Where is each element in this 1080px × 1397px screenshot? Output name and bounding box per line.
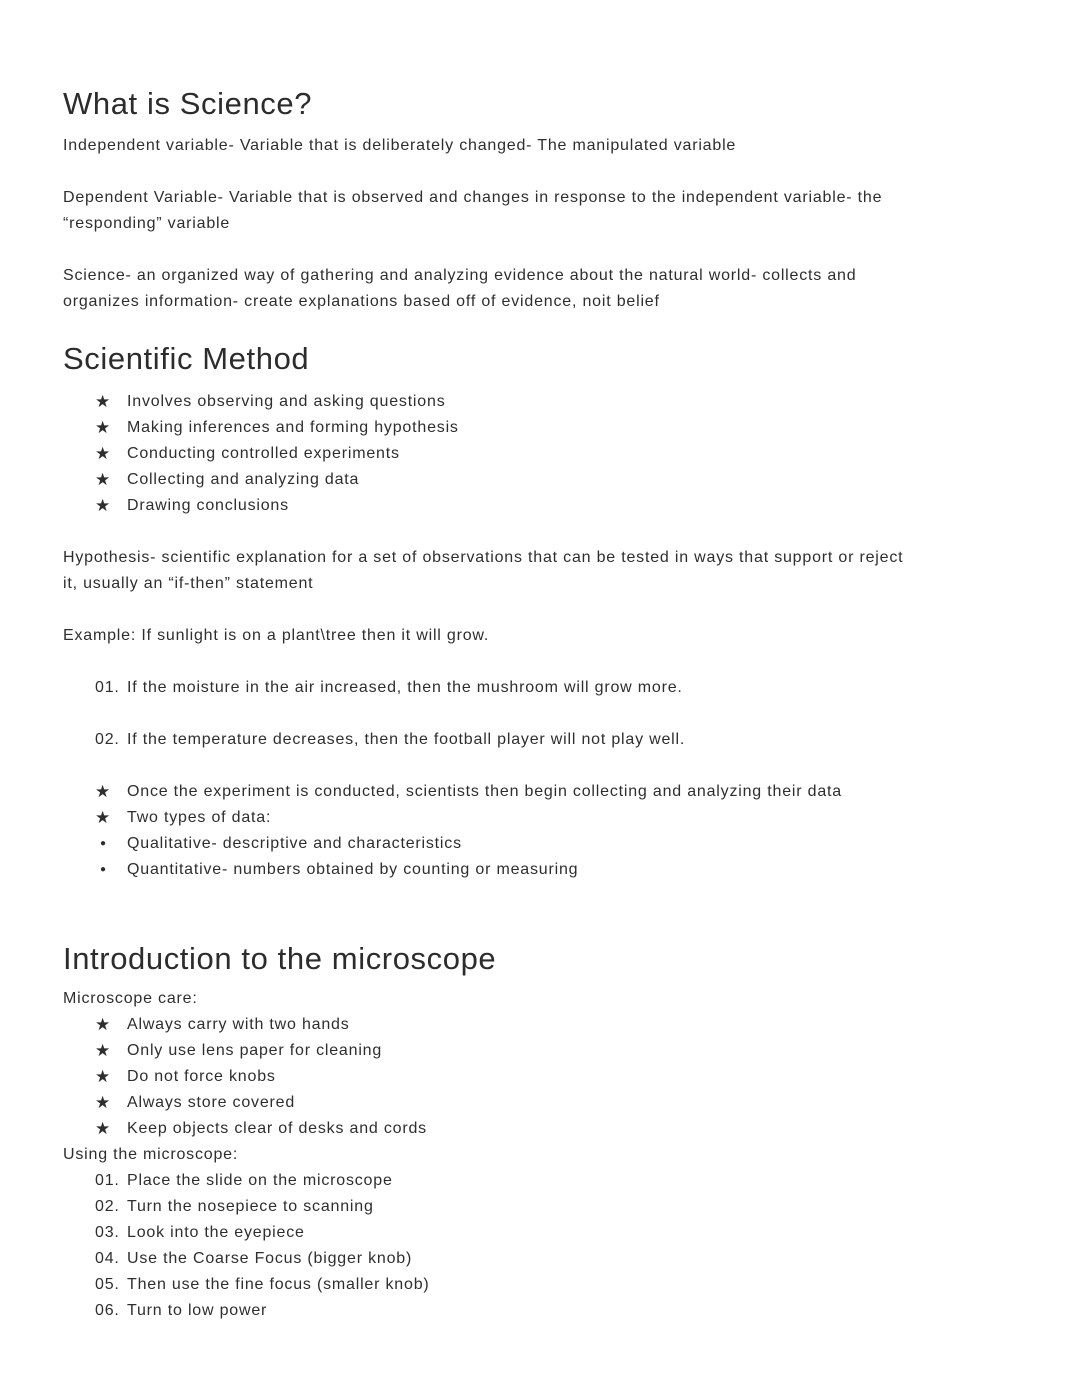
- list-number: 01.: [95, 1172, 120, 1189]
- star-bullet-icon: ★: [95, 808, 111, 827]
- numbered-list-item: [63, 675, 1017, 701]
- star-bullet-icon: ★: [95, 392, 111, 411]
- list-item-text: Conducting controlled experiments: [127, 445, 400, 462]
- star-bullet-icon: ★: [95, 1067, 111, 1086]
- scientific-method-star-list: [63, 389, 1017, 519]
- numbered-list-item: [63, 1194, 1017, 1220]
- list-item-text: Collecting and analyzing data: [127, 471, 360, 488]
- star-bullet-icon: ★: [95, 1119, 111, 1138]
- list-item-text: Drawing conclusions: [127, 497, 289, 514]
- list-item-text: If the temperature decreases, then the football player will not play well.: [127, 731, 686, 748]
- list-item-text: Once the experiment is conducted, scientists then begin collecting and analyzing their data: [127, 783, 842, 800]
- paragraph-line: Science- an organized way of gathering and analyzing evidence about the natural world- collects and: [63, 267, 857, 284]
- bullet-list-item: [63, 831, 1017, 857]
- star-list-item: [63, 1090, 1017, 1116]
- list-item-text: Then use the fine focus (smaller knob): [127, 1276, 430, 1293]
- paragraph-hypothesis: [63, 545, 1017, 597]
- paragraph-independent-variable: [63, 133, 1017, 159]
- list-item-text: Only use lens paper for cleaning: [127, 1042, 383, 1059]
- heading-scientific-method: Scientific Method: [63, 341, 310, 376]
- bullet-list-item: [63, 857, 1017, 883]
- dot-bullet-icon: ●: [100, 838, 107, 849]
- heading-what-is-science: What is Science?: [63, 86, 313, 121]
- paragraph-example: [63, 623, 1017, 649]
- star-list-item: [63, 415, 1017, 441]
- using-microscope-numbered-list: [63, 1168, 1017, 1324]
- paragraph-line: Microscope care:: [63, 990, 198, 1007]
- list-item-text: Do not force knobs: [127, 1068, 276, 1085]
- list-number: 02.: [95, 731, 120, 748]
- heading-introduction-microscope: Introduction to the microscope: [63, 941, 497, 976]
- paragraph-line: Using the microscope:: [63, 1146, 239, 1163]
- star-bullet-icon: ★: [95, 470, 111, 489]
- microscope-care-star-list: [63, 1012, 1017, 1142]
- star-list-item: [63, 493, 1017, 519]
- paragraph-line: organizes information- create explanations based off of evidence, noit belief: [63, 293, 660, 310]
- list-item-text: Always carry with two hands: [127, 1016, 350, 1033]
- paragraph-line: it, usually an “if-then” statement: [63, 575, 314, 592]
- data-analysis-star-list: [63, 779, 1017, 831]
- star-list-item: [63, 389, 1017, 415]
- list-item-text: Turn to low power: [127, 1302, 268, 1319]
- numbered-list-item: [63, 1168, 1017, 1194]
- list-item-text: Qualitative- descriptive and characteristics: [127, 835, 462, 852]
- paragraph-dependent-variable: [63, 185, 1017, 237]
- list-item-text: Two types of data:: [127, 809, 272, 826]
- star-list-item: [63, 1038, 1017, 1064]
- star-list-item: [63, 1116, 1017, 1142]
- list-item-text: Quantitative- numbers obtained by counting or measuring: [127, 861, 579, 878]
- paragraph-science-definition: [63, 263, 1017, 315]
- data-types-bullet-list: [63, 831, 1017, 883]
- dot-bullet-icon: ●: [100, 864, 107, 875]
- star-bullet-icon: ★: [95, 1041, 111, 1060]
- microscope-care-label: [63, 986, 1017, 1012]
- paragraph-line: Example: If sunlight is on a plant\tree then it will grow.: [63, 627, 490, 644]
- list-item-text: Involves observing and asking questions: [127, 393, 446, 410]
- star-list-item: [63, 805, 1017, 831]
- star-bullet-icon: ★: [95, 1015, 111, 1034]
- numbered-list-item: [63, 1246, 1017, 1272]
- list-number: 01.: [95, 679, 120, 696]
- list-number: 04.: [95, 1250, 120, 1267]
- list-item-text: If the moisture in the air increased, then the mushroom will grow more.: [127, 679, 683, 696]
- paragraph-line: “responding” variable: [63, 215, 231, 232]
- star-list-item: [63, 467, 1017, 493]
- numbered-list-item: [63, 727, 1017, 753]
- paragraph-line: Dependent Variable- Variable that is observed and changes in response to the independent variable- the: [63, 189, 883, 206]
- list-item-text: Look into the eyepiece: [127, 1224, 305, 1241]
- paragraph-line: Hypothesis- scientific explanation for a set of observations that can be tested in ways that support or reject: [63, 549, 904, 566]
- list-item-text: Making inferences and forming hypothesis: [127, 419, 459, 436]
- list-number: 03.: [95, 1224, 120, 1241]
- hypothesis-example-numbered-list: [63, 675, 1017, 753]
- list-number: 02.: [95, 1198, 120, 1215]
- numbered-list-item: [63, 1272, 1017, 1298]
- star-bullet-icon: ★: [95, 496, 111, 515]
- star-list-item: [63, 441, 1017, 467]
- star-list-item: [63, 1012, 1017, 1038]
- star-list-item: [63, 1064, 1017, 1090]
- paragraph-line: Independent variable- Variable that is deliberately changed- The manipulated variable: [63, 137, 737, 154]
- list-item-text: Place the slide on the microscope: [127, 1172, 393, 1189]
- list-item-text: Keep objects clear of desks and cords: [127, 1120, 427, 1137]
- star-bullet-icon: ★: [95, 444, 111, 463]
- list-item-text: Turn the nosepiece to scanning: [127, 1198, 374, 1215]
- star-bullet-icon: ★: [95, 1093, 111, 1112]
- numbered-list-item: [63, 1220, 1017, 1246]
- list-number: 05.: [95, 1276, 120, 1293]
- list-item-text: Always store covered: [127, 1094, 296, 1111]
- list-number: 06.: [95, 1302, 120, 1319]
- using-microscope-label: [63, 1142, 1017, 1168]
- numbered-list-item: [63, 1298, 1017, 1324]
- list-item-text: Use the Coarse Focus (bigger knob): [127, 1250, 413, 1267]
- star-list-item: [63, 779, 1017, 805]
- star-bullet-icon: ★: [95, 418, 111, 437]
- star-bullet-icon: ★: [95, 782, 111, 801]
